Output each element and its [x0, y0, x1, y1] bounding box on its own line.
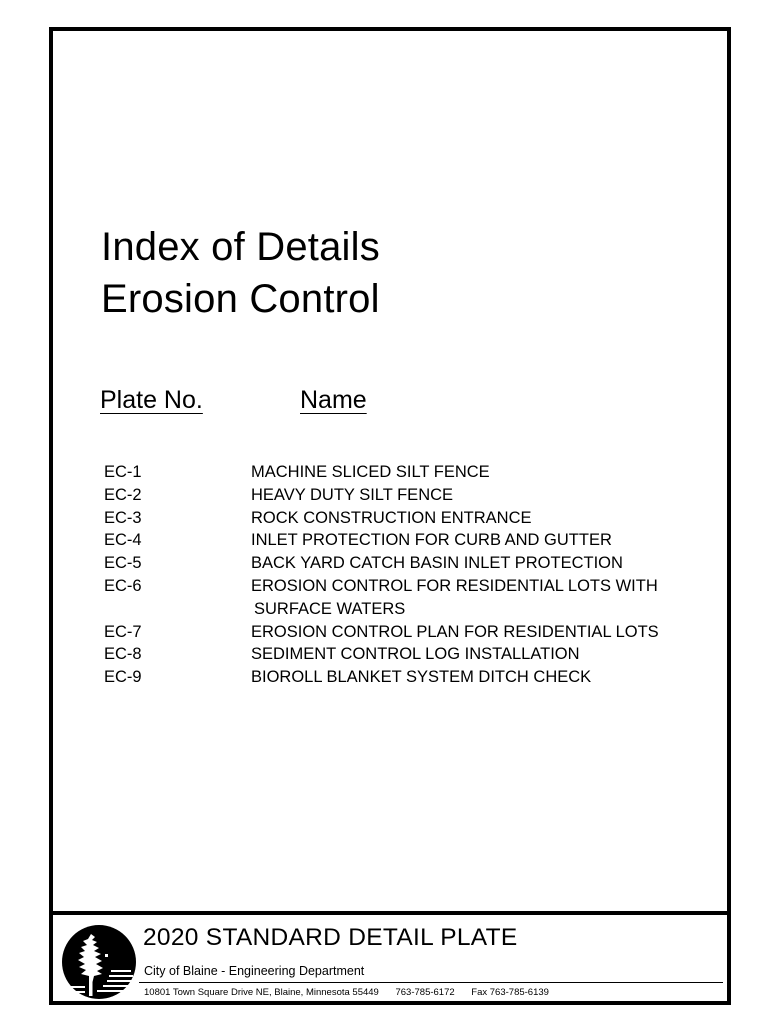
plate-name-continuation: SURFACE WATERS [254, 599, 406, 618]
column-header-name: Name [300, 386, 367, 414]
plate-number: EC-7 [104, 622, 142, 641]
plate-name [251, 529, 612, 552]
address-text: 10801 Town Square Drive NE, Blaine, Minnesota 55449 [144, 987, 379, 998]
plate-number: EC-9 [104, 668, 142, 687]
plate-number: EC-6 [104, 576, 142, 595]
plate-number: EC-1 [104, 463, 142, 481]
standard-detail-plate-title: 2020 STANDARD DETAIL PLATE [143, 924, 518, 951]
phone-text: 763-785-6172 [395, 987, 455, 998]
list-item [104, 643, 724, 666]
plate-number: EC-5 [104, 554, 142, 573]
plate-name-text: BIOROLL BLANKET SYSTEM DITCH CHECK [251, 668, 592, 687]
list-item [104, 575, 724, 621]
plate-name [251, 484, 453, 507]
plate-name-text: ROCK CONSTRUCTION ENTRANCE [251, 508, 532, 527]
plate-name [251, 666, 591, 689]
plate-name [251, 552, 623, 575]
plate-number: EC-3 [104, 508, 142, 527]
footer-divider [53, 911, 727, 915]
plate-name [251, 621, 659, 644]
city-tree-logo-icon [61, 924, 137, 1000]
column-header-plate-no: Plate No. [100, 386, 203, 414]
plate-index-list [104, 461, 724, 689]
list-item [104, 621, 724, 644]
title-line-2: Erosion Control [101, 277, 380, 321]
list-item [104, 507, 724, 530]
list-item [104, 552, 724, 575]
plate-name-text: HEAVY DUTY SILT FENCE [251, 485, 454, 504]
detail-sheet [49, 27, 731, 1005]
plate-name-text: EROSION CONTROL PLAN FOR RESIDENTIAL LOTS [251, 622, 659, 641]
list-item [104, 484, 724, 507]
plate-name-text: SEDIMENT CONTROL LOG INSTALLATION [251, 645, 580, 664]
plate-name-text: BACK YARD CATCH BASIN INLET PROTECTION [251, 554, 623, 573]
list-item [104, 461, 724, 484]
plate-name [251, 507, 532, 530]
contact-info [144, 986, 563, 1000]
page-title [101, 221, 380, 325]
plate-number: EC-8 [104, 645, 142, 664]
plate-number: EC-2 [104, 485, 142, 504]
plate-name-text: EROSION CONTROL FOR RESIDENTIAL LOTS WITH [251, 576, 658, 595]
department-name: City of Blaine - Engineering Department [144, 964, 365, 978]
plate-name [251, 643, 580, 666]
plate-number: EC-4 [104, 531, 142, 550]
plate-name [251, 461, 490, 484]
list-item [104, 529, 724, 552]
list-item [104, 666, 724, 689]
plate-name [251, 575, 658, 621]
title-line-1: Index of Details [101, 225, 380, 269]
footer-info-divider [139, 982, 723, 983]
plate-name-text: MACHINE SLICED SILT FENCE [251, 463, 490, 481]
plate-name-text: INLET PROTECTION FOR CURB AND GUTTER [251, 531, 612, 550]
fax-text: Fax 763-785-6139 [471, 987, 549, 998]
